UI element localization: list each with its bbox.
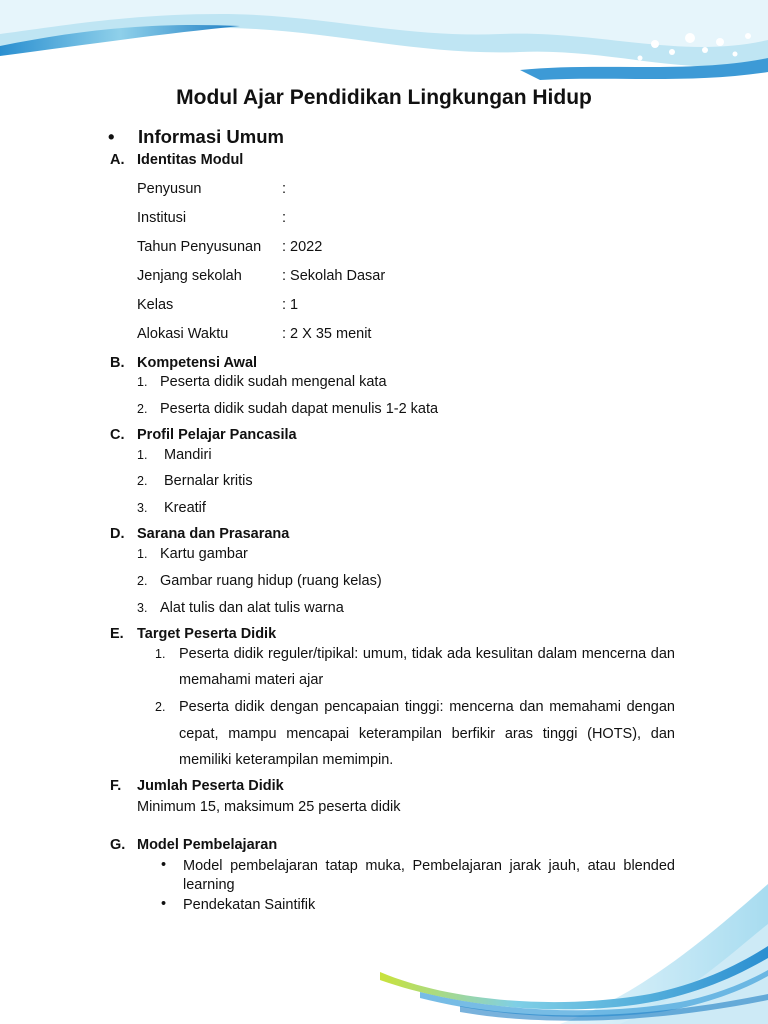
list-text-line: cepat, mampu mencapai keterampilan berfikir aras tinggi (HOTS), dan [179,726,675,742]
field-row [137,239,322,255]
list-number: 2. [137,474,148,488]
section-letter: E. [110,626,124,642]
list-item [137,401,438,417]
list-item [137,473,253,489]
list-text-line: Peserta didik reguler/tipikal: umum, tidak ada kesulitan dalam mencerna dan [179,646,675,662]
field-value: : 2 X 35 menit [282,326,372,342]
bullet-icon: • [108,126,115,147]
section-a-heading [110,152,243,168]
info-heading-text: Informasi Umum [138,126,284,147]
bullet-text: Pendekatan Saintifik [183,897,316,913]
section-letter: D. [110,526,125,542]
field-value: : [282,210,287,226]
section-title: Target Peserta Didik [137,626,277,642]
list-number [155,699,165,715]
field-label: Kelas [137,297,174,313]
list-item [137,374,387,390]
section-title: Model Pembelajaran [137,837,278,853]
field-label: Institusi [137,210,187,226]
list-number [155,646,165,662]
list-number: 1. [137,448,148,462]
section-c-heading [110,427,297,443]
bullet-icon: • [161,896,167,912]
section-d-heading [110,526,289,542]
section-title: Sarana dan Prasarana [137,526,290,542]
list-text: Mandiri [164,447,212,463]
field-row [137,181,286,197]
section-f-text: Minimum 15, maksimum 25 peserta didik [137,799,401,815]
list-text: Alat tulis dan alat tulis warna [160,600,344,616]
list-number-text: 1. [155,647,166,661]
info-heading [108,126,284,148]
section-title: Kompetensi Awal [137,355,258,371]
list-text-line: memahami materi ajar [179,672,324,688]
bullet-text: Model pembelajaran tatap muka, Pembelajaran jarak jauh, atau blended learning [183,858,675,893]
field-value: : 1 [282,297,299,313]
list-item [137,500,206,516]
list-number-text: 2. [155,700,166,714]
section-letter: B. [110,355,125,371]
section-title: Jumlah Peserta Didik [137,778,284,794]
list-number: 3. [137,501,148,515]
field-label: Penyusun [137,181,202,197]
section-f-heading [110,778,284,794]
bullet-icon: • [161,857,167,873]
list-item [137,447,212,463]
list-text: Bernalar kritis [164,473,253,489]
section-g-heading [110,837,277,853]
section-letter: A. [110,152,125,168]
field-value: : Sekolah Dasar [282,268,386,284]
list-item [137,546,248,562]
list-number: 2. [137,574,148,588]
section-title: Identitas Modul [137,152,244,168]
list-item [137,573,382,589]
field-row [137,297,298,313]
section-b-heading [110,355,257,371]
list-number: 1. [137,547,148,561]
field-label: Jenjang sekolah [137,268,242,284]
list-number: 3. [137,601,148,615]
field-label: Tahun Penyusunan [137,239,262,255]
list-text: Peserta didik sudah mengenal kata [160,374,387,390]
section-title: Profil Pelajar Pancasila [137,427,297,443]
list-text-line: Peserta didik dengan pencapaian tinggi: mencerna dan memahami dengan [179,699,675,715]
header-wave-decoration [0,0,768,90]
list-number: 1. [137,375,148,389]
section-letter: F. [110,778,122,794]
section-letter: G. [110,837,126,853]
list-text: Kartu gambar [160,546,248,562]
section-e-heading [110,626,276,642]
list-number: 2. [137,402,148,416]
list-text-line: memiliki keterampilan memimpin. [179,752,394,768]
list-text: Kreatif [164,500,206,516]
document-title: Modul Ajar Pendidikan Lingkungan Hidup [176,86,592,109]
list-text: Peserta didik sudah dapat menulis 1-2 kata [160,401,439,417]
field-row [137,268,385,284]
section-letter: C. [110,427,125,443]
list-item [137,600,344,616]
list-text: Gambar ruang hidup (ruang kelas) [160,573,382,589]
field-row [137,326,371,342]
field-row [137,210,286,226]
field-value: : 2022 [282,239,323,255]
field-label: Alokasi Waktu [137,326,229,342]
field-value: : [282,181,287,197]
